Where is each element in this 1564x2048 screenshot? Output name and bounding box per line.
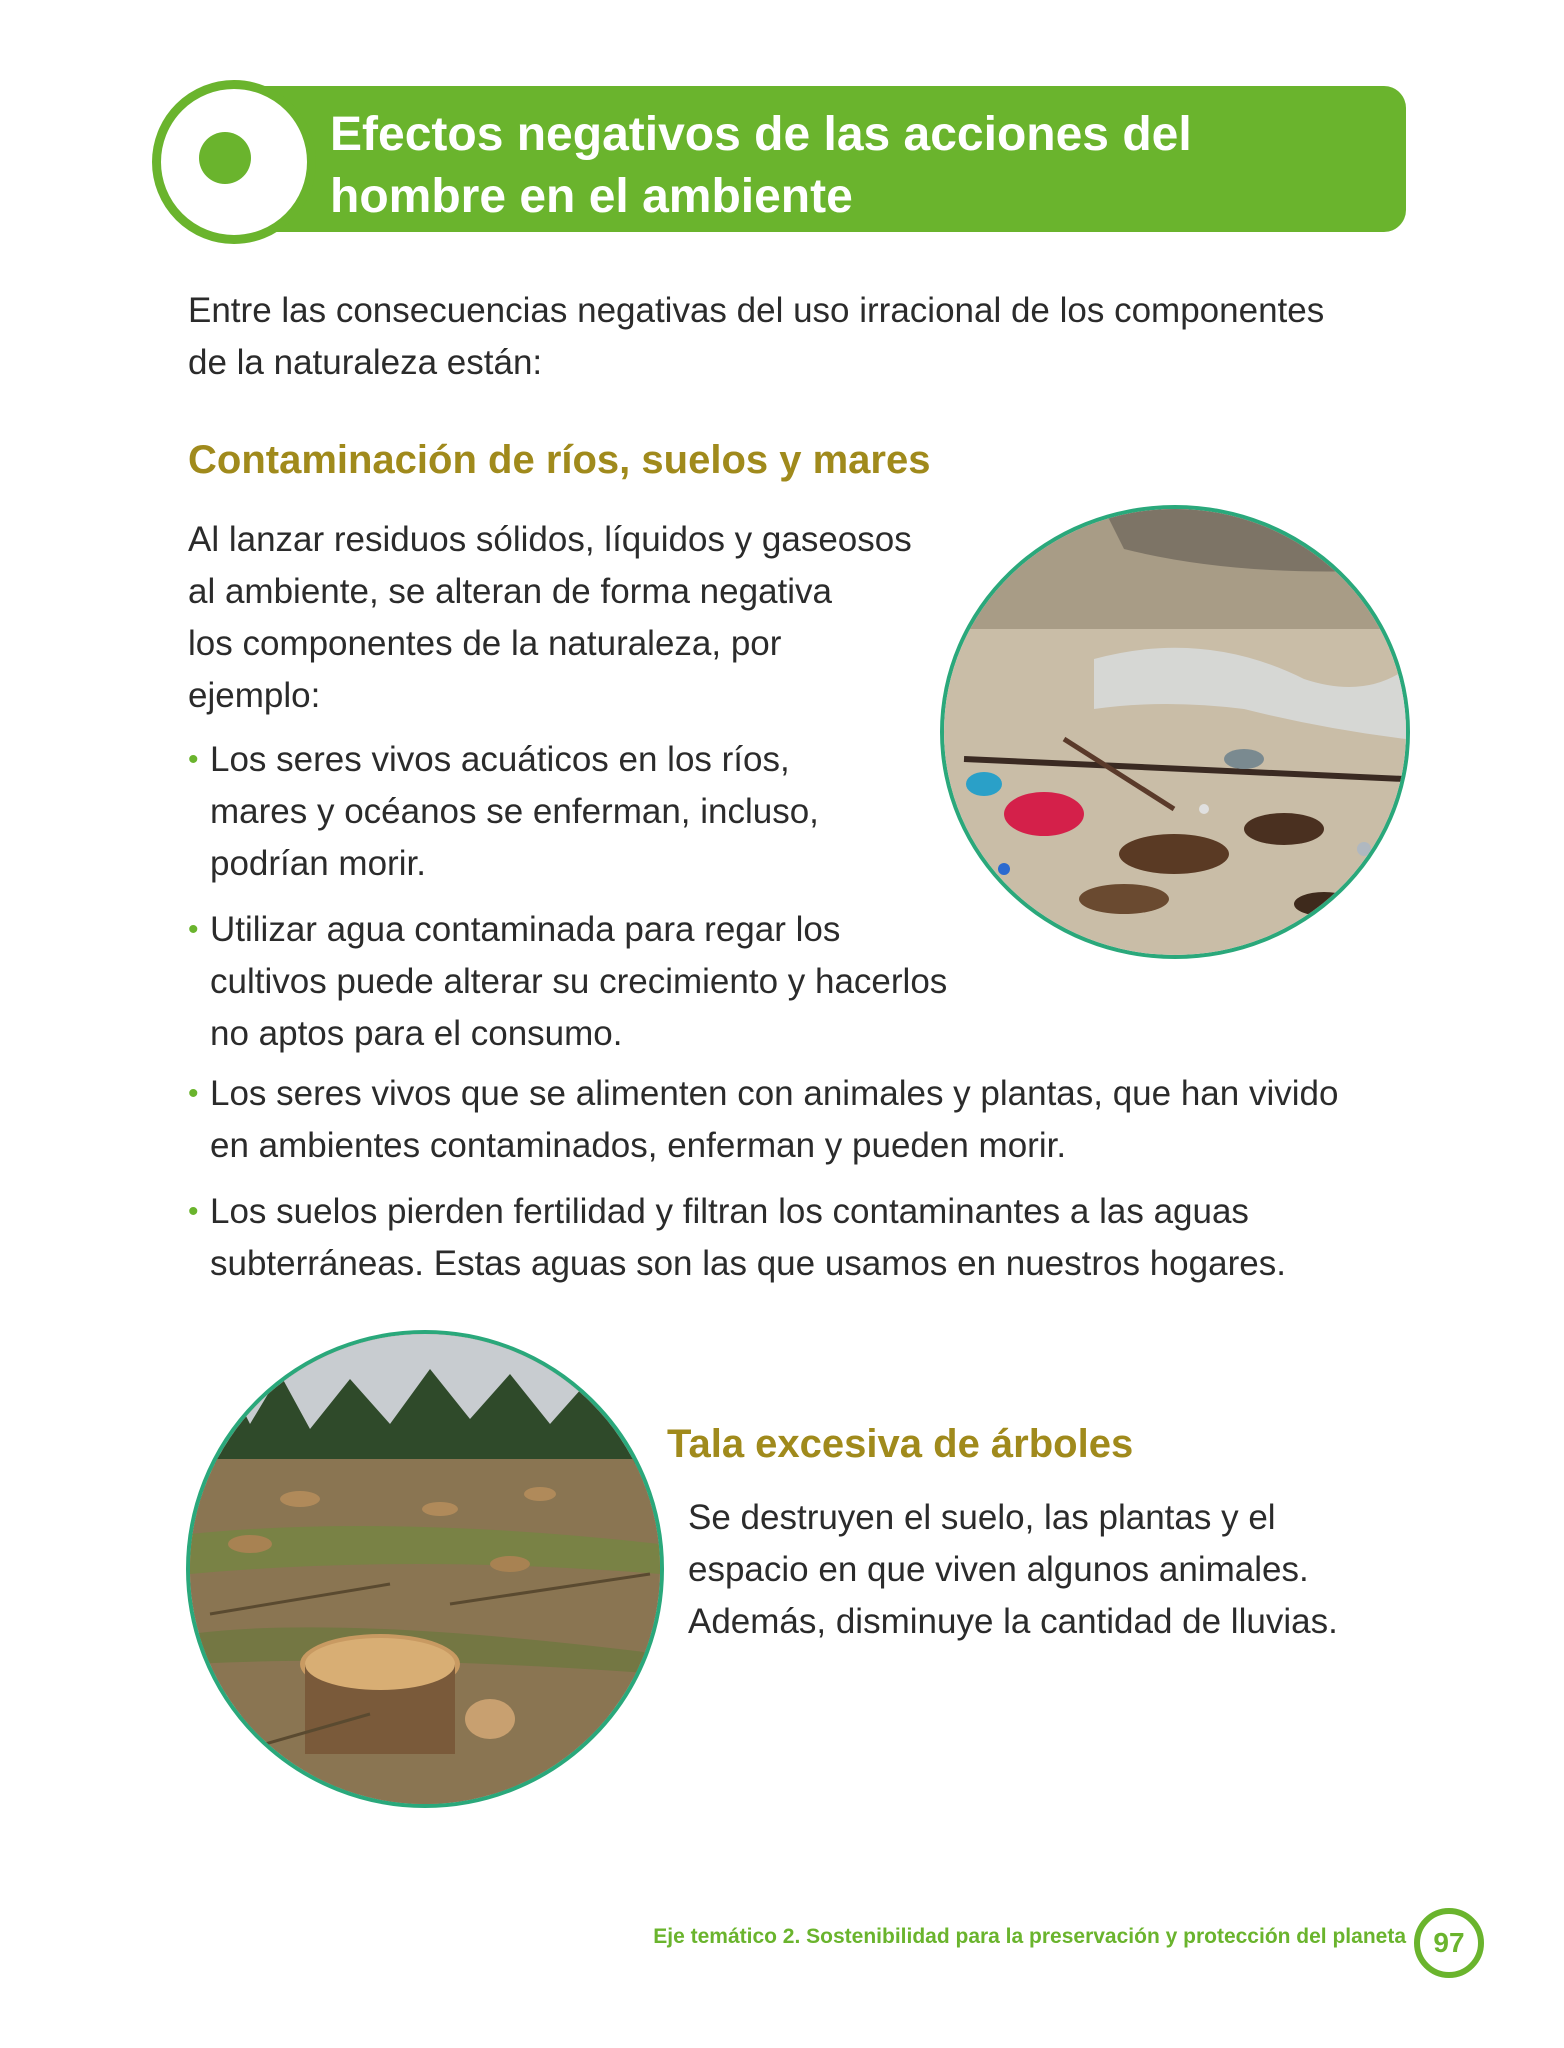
- bullet-line: mares y océanos se enferman, incluso,: [210, 792, 819, 831]
- page-title: [330, 104, 1370, 228]
- intro-line: de la naturaleza están:: [188, 343, 543, 382]
- paragraph-line: espacio en que viven algunos animales.: [688, 1550, 1309, 1589]
- bullet-line: no aptos para el consumo.: [210, 1014, 623, 1053]
- paragraph-line: Se destruyen el suelo, las plantas y el: [688, 1498, 1276, 1537]
- paragraph-line: al ambiente, se alteran de forma negativa: [188, 572, 832, 611]
- bullet-line: Utilizar agua contaminada para regar los: [210, 910, 841, 949]
- deforestation-illustration: [190, 1334, 660, 1804]
- header-dot-icon: [199, 132, 251, 184]
- bullet-dot-icon: •: [188, 913, 199, 946]
- contaminacion-paragraph: [188, 514, 944, 722]
- paragraph-line: Además, disminuye la cantidad de lluvias.: [688, 1602, 1338, 1641]
- page-title-line: hombre en el ambiente: [330, 170, 853, 223]
- bullet-line: Los suelos pierden fertilidad y filtran los contaminantes a las aguas: [210, 1192, 1249, 1231]
- bullet-line: subterráneas. Estas aguas son las que usamos en nuestros hogares.: [210, 1244, 1286, 1283]
- paragraph-line: ejemplo:: [188, 676, 321, 715]
- intro-line: Entre las consecuencias negativas del uso irracional de los componentes: [188, 291, 1325, 330]
- bullet-dot-icon: •: [188, 1195, 199, 1228]
- bullet-item: [188, 904, 1020, 1060]
- section-heading-tala: Tala excesiva de árboles: [667, 1422, 1134, 1466]
- page-number: 97: [1433, 1927, 1465, 1958]
- section-heading-contaminacion: Contaminación de ríos, suelos y mares: [188, 438, 931, 482]
- bullet-dot-icon: •: [188, 743, 199, 776]
- paragraph-line: Al lanzar residuos sólidos, líquidos y gaseosos: [188, 520, 912, 559]
- bullet-line: cultivos puede alterar su crecimiento y hacerlos: [210, 962, 948, 1001]
- footer-caption: Eje temático 2. Sostenibilidad para la preservación y protección del planeta: [653, 1925, 1406, 1948]
- bullet-line: en ambientes contaminados, enferman y pueden morir.: [210, 1126, 1067, 1165]
- bullet-line: Los seres vivos que se alimenten con animales y plantas, que han vivido: [210, 1074, 1339, 1113]
- page-number-badge: [1414, 1908, 1484, 1978]
- bullet-item: [188, 1186, 1410, 1290]
- polluted-beach-illustration: [944, 509, 1406, 955]
- intro-paragraph: [188, 285, 1410, 389]
- bullet-item: [188, 1068, 1410, 1172]
- tala-paragraph: [688, 1492, 1408, 1648]
- polluted-beach-photo: [940, 505, 1410, 959]
- page-title-line: Efectos negativos de las acciones del: [330, 108, 1192, 161]
- bullet-line: podrían morir.: [210, 844, 426, 883]
- deforestation-photo: [186, 1330, 664, 1808]
- bullet-dot-icon: •: [188, 1077, 199, 1110]
- bullet-line: Los seres vivos acuáticos en los ríos,: [210, 740, 790, 779]
- paragraph-line: los componentes de la naturaleza, por: [188, 624, 782, 663]
- bullet-item: [188, 734, 910, 890]
